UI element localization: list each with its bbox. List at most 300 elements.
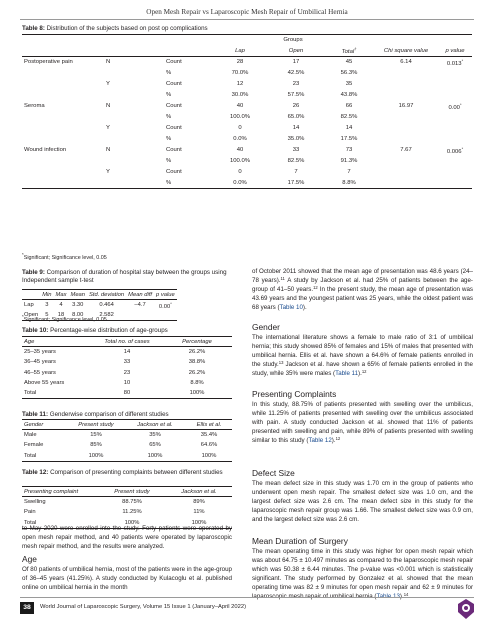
- table9-cell-text: 0.00: [158, 303, 171, 310]
- table8-col-p: p value: [445, 47, 465, 54]
- table12-cell: 88.75%: [122, 499, 142, 506]
- table8-note-text: Significant; Significance level, 0.05: [23, 254, 107, 261]
- table8-cell-stat: [164, 68, 212, 79]
- right-paragraph-4: The mean defect size in this study was 1.70 cm in the group of patients who underwent open mesh repair. The smallest defect size was 1.0 cm, and the largest defect size was 2.6 cm. The mean defect size in this study for the laparoscopic mesh repair group was 1.66. The smallest defect size was 0.9 cm, and the largest defect size was 2.6 cm.: [252, 480, 473, 523]
- table9-cell-sd: [87, 300, 126, 310]
- right-p2-text-a: The international literature shows a female to male ratio of 3:1 of umbilical hernia; this study showed 85% of females and 15% of males that presented with umbilical hernia. Ellis et al. have shown a 64.6% of female patients enrolled in the study.: [252, 334, 473, 368]
- table8-cell-text: 23: [292, 81, 300, 87]
- table8-cell-outcome: [22, 57, 104, 68]
- right-paragraph-1: [252, 268, 473, 313]
- table9-cell-diff: [126, 310, 154, 320]
- table-row: [22, 156, 472, 167]
- table10-cell: 26.2%: [188, 349, 206, 356]
- table8-cell-chi: [374, 90, 438, 101]
- table8-cell-open: [268, 134, 324, 145]
- table-row: [22, 101, 472, 112]
- table9-cell-text: Open: [24, 312, 39, 319]
- right-p5-text-a: The mean operating time in this study was higher for open mesh repair which was about 64.75 ± 10.497 minutes as compared to the laparoscopic mesh repair which was 50.38 ± 6.44 minutes. The p-value was <0.001 which is statistically significant. The study performed by Gonzalez et al. showed that the mean operating time was 82 ± 9 minutes for open mesh repair and 62 ± 9 minutes for laparoscopic mesh repair of umbilical hernia (: [252, 548, 473, 600]
- table8-cell-lap: [212, 123, 268, 134]
- table11-cell: 35%: [149, 432, 161, 439]
- table8-cell-text: Seroma: [24, 103, 45, 109]
- table10-cell: 46–55 years: [24, 369, 56, 376]
- table8-cell-group: [104, 57, 164, 68]
- table8-cell-chi: [374, 134, 438, 145]
- table8-cell-outcome: [22, 68, 104, 79]
- table11-caption: [22, 411, 169, 419]
- table8-cell-stat: [164, 112, 212, 123]
- table13-link[interactable]: Table 13: [376, 592, 400, 600]
- table-row: [22, 57, 472, 68]
- footer-rule: [20, 597, 474, 598]
- citation-12[interactable]: 12: [313, 284, 318, 290]
- table8-cell-text: N: [106, 59, 111, 66]
- table8-cell-stat: [164, 156, 212, 167]
- table12-caption: [22, 469, 232, 477]
- table8-cell-text: N: [106, 147, 111, 153]
- table12-col-complaint: Presenting complaint: [24, 488, 79, 495]
- table8-cell-lap: [212, 134, 268, 145]
- citation-12b[interactable]: 12: [361, 368, 367, 374]
- table8-cell-text: 7: [347, 169, 351, 175]
- table8-cell-group: [104, 101, 164, 112]
- table12-caption-text: Comparison of presenting complaints between different studies: [48, 469, 223, 476]
- right-p2-text-b: Jackson et al. have shown a 65% of female patients enrolled in the study, while 35% were males (: [252, 360, 473, 377]
- table11-cell: Total: [24, 452, 37, 459]
- table-row: [22, 145, 472, 156]
- table8-cell-text: 6.14: [400, 59, 412, 66]
- table8-cell-text: 91.3%: [340, 158, 358, 164]
- table9-cell-label: [22, 300, 40, 310]
- table8-cell-text: 17: [292, 59, 300, 66]
- table11-col-gender: Gender: [24, 421, 44, 428]
- table8-cell-group: [104, 112, 164, 123]
- table8-cell-open: [268, 123, 324, 134]
- table8-cell-text: Count: [166, 169, 182, 175]
- table8-cell-group: [104, 145, 164, 156]
- right-paragraph-3: [252, 401, 473, 446]
- table-row: [22, 430, 232, 440]
- table8-cell-lap: [212, 90, 268, 101]
- table8-cell-open: [268, 68, 324, 79]
- table9-cell-text: Lap: [24, 302, 34, 309]
- significance-mark: *: [170, 300, 172, 306]
- table8-cell-outcome: [22, 178, 104, 189]
- table8-cell-chi: [374, 68, 438, 79]
- table11: [22, 419, 232, 462]
- table12-col-jackson: Jackson et al.: [181, 488, 217, 495]
- table8-cell-open: [268, 145, 324, 156]
- table10-cell: 8.8%: [190, 380, 204, 387]
- table8-cell-text: 73: [345, 147, 353, 153]
- table8-cell-text: 16.97: [398, 103, 414, 109]
- table10-cell: 33: [123, 359, 131, 366]
- table8-cell-text: 7.67: [400, 147, 412, 153]
- citation-12c[interactable]: 12: [335, 435, 341, 441]
- table8-cell-stat: [164, 79, 212, 90]
- table9-note: [22, 314, 107, 323]
- table11-caption-label: Table 11:: [22, 411, 49, 418]
- heading-defect-size: Defect Size: [252, 468, 295, 478]
- table8-cell-text: 66: [345, 103, 353, 109]
- table10-caption: [22, 327, 168, 335]
- table8-cell-text: Y: [106, 169, 110, 175]
- table8-cell-text: 35.0%: [287, 136, 305, 142]
- table9-note-text: Significant; Significance level, 0.05: [23, 316, 107, 323]
- table8-cell-text: 17.5%: [340, 136, 358, 142]
- significance-mark: *: [461, 145, 464, 151]
- table12-cell: Total: [24, 519, 37, 526]
- left-paragraph-2: Of 80 patients of umbilical hernia, most of the patients were in the age-group of 36–45 years (41.25%). A study conducted by Kulacoglu et al. published online on umbilical hernia in the month: [22, 566, 232, 591]
- table8-cell-text: 26: [292, 103, 300, 109]
- table8-cell-text: 0.013: [446, 60, 462, 67]
- table8-cell-total: [324, 156, 374, 167]
- table9-cell-diff: [126, 300, 154, 310]
- table8-cell-chi: [374, 57, 438, 68]
- table8-cell-outcome: [22, 145, 104, 156]
- table8-cell-total: [324, 134, 374, 145]
- table-row: [22, 378, 232, 388]
- table-row: [22, 347, 232, 357]
- table8-cell-text: 17.5%: [287, 179, 305, 186]
- table11-cell: Male: [24, 432, 37, 439]
- table8-cell-text: 43.8%: [340, 92, 358, 98]
- table-row: [22, 507, 232, 517]
- table12-cell: 100%: [124, 519, 140, 526]
- table9-col-mean: Mean: [70, 291, 85, 298]
- publisher-logo-icon: [456, 598, 476, 620]
- table8-note-sup: *: [22, 252, 24, 257]
- table8-cell-p: [438, 57, 472, 68]
- table8-cell-text: 7: [294, 169, 298, 175]
- table8-cell-text: 42.5%: [287, 70, 305, 76]
- table8-cell-text: %: [166, 70, 172, 76]
- significance-mark: *: [461, 57, 464, 63]
- table8-cell-text: Postoperative pain: [24, 59, 73, 66]
- table9-cell-text: 2.582: [99, 312, 114, 319]
- table9-cell-mean: [68, 300, 87, 310]
- table8-col-open: Open: [288, 47, 304, 54]
- table12: [22, 486, 232, 529]
- table10-link[interactable]: Table 10: [279, 303, 303, 311]
- table-row: [22, 178, 472, 189]
- table8-cell-text: Y: [106, 125, 110, 131]
- table10-caption-label: Table 10:: [22, 327, 49, 334]
- table8-cell-stat: [164, 145, 212, 156]
- table8-caption: [22, 25, 472, 33]
- table8-cell-stat: [164, 167, 212, 178]
- table8-cell-total: [324, 101, 374, 112]
- table8-cell-open: [268, 167, 324, 178]
- table8-cell-total: [324, 145, 374, 156]
- table8: [22, 34, 472, 189]
- table9-cell-p: [154, 300, 177, 310]
- table9-col-sd: Std. deviation: [89, 291, 125, 298]
- table10-cell: Total: [24, 390, 37, 397]
- table8-cell-text: Count: [166, 103, 182, 109]
- table8-cell-outcome: [22, 167, 104, 178]
- header-rule: [20, 19, 474, 20]
- table9-cell-text: 0.464: [99, 302, 114, 309]
- table-row: [22, 123, 472, 134]
- table8-cell-stat: [164, 101, 212, 112]
- table11-cell: 100%: [147, 452, 163, 459]
- table8-cell-group: [104, 79, 164, 90]
- table8-cell-total: [324, 112, 374, 123]
- table8-cell-chi: [374, 123, 438, 134]
- table8-cell-outcome: [22, 101, 104, 112]
- table11-col-ellis: Ellis et al.: [196, 421, 222, 428]
- table8-col-lap: Lap: [235, 47, 245, 54]
- table8-cell-text: Count: [166, 59, 182, 66]
- table12-cell: Swelling: [24, 499, 46, 506]
- citation-11[interactable]: 11: [280, 275, 285, 281]
- table-row: [22, 440, 232, 450]
- table10-cell: 23: [123, 369, 131, 376]
- table8-cell-text: 33: [292, 147, 300, 153]
- right-p1-text-a: of October 2011 showed that the mean age of presentation was 48.6 years (24–78 years).: [252, 268, 473, 284]
- table8-cell-text: 65.0%: [287, 114, 305, 120]
- right-p2-text-c: ).: [358, 369, 362, 377]
- table8-cell-stat: [164, 123, 212, 134]
- table12-cell: 89%: [193, 499, 205, 506]
- table8-cell-total: [324, 68, 374, 79]
- table8-col-total-sup: †: [354, 46, 357, 52]
- table8-cell-open: [268, 101, 324, 112]
- table-row: [22, 68, 472, 79]
- table8-cell-lap: [212, 145, 268, 156]
- table8-cell-text: 0.0%: [233, 136, 247, 142]
- table8-cell-text: 0.006: [446, 148, 462, 155]
- table8-cell-total: [324, 57, 374, 68]
- table11-cell: 100%: [88, 452, 104, 459]
- table8-cell-open: [268, 178, 324, 189]
- table9-cell-p: [154, 310, 177, 320]
- table-row: [22, 451, 232, 461]
- table11-link[interactable]: Table 11: [335, 369, 359, 377]
- table8-cell-text: %: [166, 114, 172, 120]
- table8-cell-stat: [164, 178, 212, 189]
- table8-cell-p: [438, 112, 472, 123]
- table8-body: [22, 57, 472, 189]
- table8-cell-text: 30.0%: [231, 92, 249, 98]
- table-row: [22, 497, 232, 507]
- table8-cell-chi: [374, 156, 438, 167]
- table9-cell-text: 4: [59, 302, 63, 309]
- table8-cell-outcome: [22, 123, 104, 134]
- table8-caption-label: Table 8:: [22, 25, 45, 32]
- table8-col-total-text: Total: [341, 49, 355, 56]
- table10-cell: 25–35 years: [24, 349, 56, 356]
- table8-cell-open: [268, 90, 324, 101]
- table9-caption-label: Table 9:: [22, 269, 45, 276]
- citation-14[interactable]: 14: [403, 591, 409, 597]
- table8-cell-text: 0.00: [448, 104, 460, 111]
- table8-cell-outcome: [22, 134, 104, 145]
- table9-cell-min: [40, 300, 53, 310]
- table8-cell-chi: [374, 178, 438, 189]
- left-paragraph-1: to May 2020 were enrolled into the study. Forty patients were operated by open mesh repair method, and 40 patients were operated by laparoscopic mesh repair method, and the results were analyzed.: [22, 525, 232, 550]
- table8-caption-text: Distribution of the subjects based on post op complications: [44, 25, 208, 32]
- right-p3-text-a: In this study, 88.75% of patients presented with swelling over the umbilicus, while 11.25% of patients presented with swelling over the umbilicus associated with pain. A study conducted Jackson et al. showed that 11% of patients presented with swelling and pain, while 89% of patients presented with swelling similar to this study (: [252, 401, 473, 444]
- right-p1-text-d: ).: [302, 303, 307, 311]
- table-row: [22, 90, 472, 101]
- table8-cell-text: 0.0%: [233, 179, 247, 186]
- table8-cell-text: Count: [166, 81, 182, 87]
- table11-col-present: Present study: [78, 421, 114, 428]
- table10-cell: 80: [123, 390, 131, 397]
- table8-col-chi: Chi square value: [383, 47, 429, 54]
- table-row: [22, 357, 232, 367]
- running-header: Open Mesh Repair vs Laparoscopic Mesh Repair of Umbilical Hernia: [146, 8, 348, 16]
- table11-caption-text: Genderwise comparison of different studies: [48, 411, 169, 418]
- table8-cell-text: 14: [345, 125, 353, 131]
- table8-cell-lap: [212, 167, 268, 178]
- table8-cell-p: [438, 79, 472, 90]
- table-row: [22, 167, 472, 178]
- table8-cell-outcome: [22, 79, 104, 90]
- table8-cell-lap: [212, 112, 268, 123]
- table11-body: [22, 430, 232, 461]
- page-number: 38: [20, 602, 34, 614]
- table8-cell-p: [438, 178, 472, 189]
- table8-cell-p: [438, 167, 472, 178]
- table8-cell-chi: [374, 101, 438, 112]
- table8-cell-outcome: [22, 90, 104, 101]
- table8-cell-text: %: [166, 136, 172, 142]
- heading-presenting-complaints: Presenting Complaints: [252, 389, 337, 399]
- table8-cell-total: [324, 167, 374, 178]
- table8-cell-text: 8.8%: [342, 179, 356, 186]
- table9-caption: [22, 269, 232, 285]
- table8-cell-text: Wound infection: [24, 147, 67, 153]
- table8-cell-text: 56.3%: [340, 70, 358, 76]
- table8-cell-text: 82.5%: [287, 158, 305, 164]
- table8-cell-open: [268, 156, 324, 167]
- table9-cell-text: –4.7: [134, 302, 146, 309]
- table10-cell: 26.2%: [188, 369, 206, 376]
- table8-cell-open: [268, 112, 324, 123]
- table8-cell-stat: [164, 90, 212, 101]
- table8-cell-text: 45: [345, 59, 353, 66]
- table8-cell-stat: [164, 134, 212, 145]
- table-row: [22, 388, 232, 398]
- table9-caption-text: Comparison of duration of hospital stay between the groups using Independent sample t-test: [22, 269, 227, 284]
- table8-cell-text: 57.5%: [287, 92, 305, 98]
- table12-col-present: Present study: [114, 488, 150, 495]
- table-row: [22, 134, 472, 145]
- table10-cell: 10: [123, 380, 131, 387]
- table10-col-age: Age: [24, 338, 35, 345]
- table8-cell-lap: [212, 57, 268, 68]
- table8-cell-p: [438, 101, 472, 112]
- table12-cell: 100%: [191, 519, 207, 526]
- table9-note-sup: *: [22, 314, 24, 319]
- table8-cell-text: %: [166, 158, 172, 164]
- table11-cell: 65%: [149, 442, 161, 449]
- table8-cell-group: [104, 68, 164, 79]
- right-paragraph-5: [252, 548, 473, 601]
- table8-cell-text: %: [166, 179, 172, 186]
- table9-col-min: Min: [42, 291, 52, 298]
- right-p5-text-b: ).: [399, 592, 404, 600]
- table10-caption-text: Percentage-wise distribution of age-groups: [48, 327, 168, 334]
- table8-cell-group: [104, 90, 164, 101]
- table12-link[interactable]: Table 12: [308, 436, 332, 444]
- table8-cell-chi: [374, 112, 438, 123]
- table9-col-p: p value: [156, 291, 175, 298]
- table10-cell: 36–45 years: [24, 359, 56, 366]
- table8-cell-lap: [212, 101, 268, 112]
- table8-cell-lap: [212, 68, 268, 79]
- table8-groups-label: Groups: [283, 37, 303, 44]
- right-p1-text-b: A study by Jackson et al. had 25% of patients between the age-group of 41–50 years.: [252, 276, 473, 293]
- table8-cell-group: [104, 156, 164, 167]
- table8-cell-p: [438, 68, 472, 79]
- table11-cell: 85%: [90, 442, 102, 449]
- table8-cell-text: 28: [236, 59, 244, 66]
- table9-cell-text: 18: [57, 312, 65, 319]
- table8-cell-group: [104, 123, 164, 134]
- table8-cell-lap: [212, 156, 268, 167]
- table8-cell-chi: [374, 79, 438, 90]
- table8-cell-stat: [164, 57, 212, 68]
- table11-cell: 64.6%: [200, 442, 218, 449]
- right-p1-text-c: In the present study, the mean age of presentation was 43.69 years and the youngest patient was 25 years, while the oldest patient was 68 years (: [252, 285, 473, 311]
- table8-cell-lap: [212, 178, 268, 189]
- table10-cell: 14: [123, 349, 131, 356]
- table8-note: [22, 252, 107, 261]
- table8-cell-outcome: [22, 156, 104, 167]
- table12-cell: 11.25%: [122, 509, 142, 516]
- table8-cell-p: [438, 123, 472, 134]
- table-row: [22, 300, 177, 310]
- heading-age: Age: [22, 554, 37, 564]
- table8-cell-text: 14: [292, 125, 300, 131]
- table8-cell-group: [104, 134, 164, 145]
- table12-caption-label: Table 12:: [22, 469, 49, 476]
- table10-cell: 38.8%: [188, 359, 206, 366]
- table-row: [22, 368, 232, 378]
- table8-cell-total: [324, 90, 374, 101]
- table9-cell-text: 3.30: [72, 302, 84, 309]
- table11-cell: 100%: [201, 452, 217, 459]
- table8-cell-text: 70.0%: [231, 70, 249, 76]
- table8-cell-text: 40: [236, 147, 244, 153]
- table10-col-pct: Percentage: [182, 338, 212, 345]
- table8-cell-text: %: [166, 92, 172, 98]
- table8-cell-text: 100.0%: [230, 114, 250, 120]
- table8-cell-p: [438, 145, 472, 156]
- citation-13[interactable]: 13: [278, 359, 284, 365]
- table10-body: [22, 347, 232, 399]
- table12-body: [22, 497, 232, 528]
- table8-cell-p: [438, 134, 472, 145]
- table8-cell-total: [324, 178, 374, 189]
- table8-cell-total: [324, 123, 374, 134]
- table8-cell-text: Count: [166, 147, 182, 153]
- journal-footer: World Journal of Laparoscopic Surgery, Volume 15 Issue 1 (January–April 2022): [40, 604, 247, 610]
- table8-cell-text: Y: [106, 81, 110, 87]
- table11-col-jackson: Jackson et al.: [137, 421, 173, 428]
- table8-col-total: [324, 46, 374, 57]
- table8-cell-text: 12: [236, 81, 244, 87]
- table8-cell-chi: [374, 167, 438, 178]
- table8-cell-text: 0: [238, 169, 242, 175]
- table11-cell: 35.4%: [200, 432, 218, 439]
- table9-cell-text: 5: [45, 312, 49, 319]
- table8-cell-text: 100.0%: [230, 158, 250, 164]
- table8-cell-text: Count: [166, 125, 182, 131]
